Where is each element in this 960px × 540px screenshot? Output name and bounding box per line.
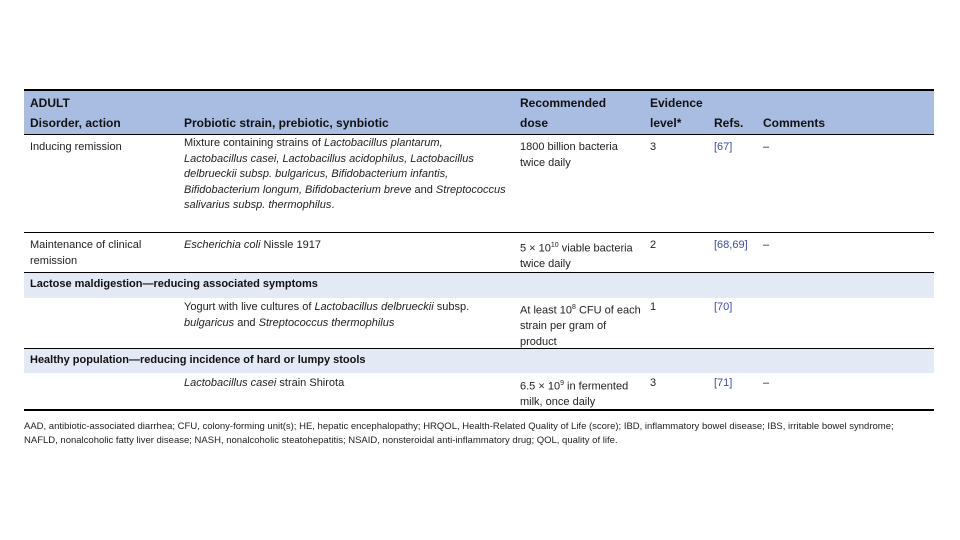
row4-strain-text: strain Shirota	[276, 377, 345, 389]
row3-dose-exp: 8	[571, 304, 576, 311]
row1-strain-end: .	[331, 199, 335, 211]
header-col-disorder: Disorder, action	[30, 116, 121, 130]
section-title-lactose: Lactose maldigestion—reducing associated symptoms	[30, 278, 318, 290]
row4-dose-exp: 9	[560, 380, 564, 387]
row3-dose-pre: At least 10	[520, 304, 572, 317]
table-header	[24, 89, 934, 135]
row2-disorder: Maintenance of clinical remission	[30, 239, 142, 267]
section-title-healthy: Healthy population—reducing incidence of hard or lumpy stools	[30, 354, 366, 366]
row1-dose: 1800 billion bacteria twice daily	[520, 141, 618, 169]
row1-strain	[184, 136, 506, 214]
header-col-evidence-line1: Evidence	[650, 96, 703, 110]
row4-comments: –	[763, 377, 770, 389]
row3-strain-bulgaricus: bulgaricus	[184, 316, 235, 329]
row2-comments: –	[763, 239, 770, 251]
row2-strain	[184, 238, 506, 254]
row2-strain-species: Escherichia coli	[184, 239, 261, 251]
row3-strain-species: Lactobacillus delbrueckii	[314, 301, 434, 313]
row4-dose	[520, 376, 644, 411]
row2-strain-text: Nissle 1917	[260, 239, 321, 251]
header-col-comments: Comments	[763, 116, 826, 130]
row2-refs-link[interactable]: [68,69]	[714, 239, 748, 251]
row3-evidence: 1	[650, 301, 657, 313]
row1-refs-link[interactable]: [67]	[714, 141, 733, 153]
section-row-lactose	[24, 272, 934, 298]
row1-strain-species-2: Streptococcus salivarius subsp. thermophilus	[184, 183, 506, 211]
header-col-strain: Probiotic strain, prebiotic, synbiotic	[184, 116, 389, 130]
header-col-refs: Refs.	[714, 116, 744, 130]
row2-dose-exp: 10	[550, 242, 559, 249]
row1-comments: –	[763, 141, 770, 153]
row2-dose-pre: 5 × 10	[520, 242, 551, 255]
section-row-healthy	[24, 348, 934, 373]
row1-strain-and: and	[411, 183, 436, 196]
header-section-label: ADULT	[30, 96, 70, 110]
row2-dose	[520, 238, 644, 273]
row1-strain-text: Mixture containing strains of	[184, 137, 325, 149]
row-divider	[24, 232, 934, 233]
row4-strain-species: Lactobacillus casei	[184, 377, 277, 389]
header-col-dose-line1: Recommended	[520, 96, 607, 110]
row3-dose-post: CFU of each strain per gram of product	[520, 304, 641, 348]
row2-dose-post: viable bacteria twice daily	[520, 242, 633, 271]
header-col-dose-line2: dose	[520, 116, 549, 130]
row3-strain	[184, 300, 516, 331]
row3-strain-species-2: Streptococcus thermophilus	[258, 316, 395, 329]
row3-strain-and: and	[234, 316, 259, 329]
row3-strain-text: Yogurt with live cultures of	[184, 301, 315, 313]
row1-strain-species: Lactobacillus plantarum, Lactobacillus casei, Lactobacillus acidophilus, Lactobacillus delbrueckii subsp. bulgaricus, Bifidobacterium infantis, Bifidobacterium longum, Bifidobacterium breve	[184, 137, 474, 196]
row1-evidence: 3	[650, 141, 657, 153]
row4-strain	[184, 376, 506, 392]
row2-evidence: 2	[650, 239, 657, 251]
row3-dose	[520, 300, 644, 350]
header-col-evidence-line2: level*	[650, 116, 682, 130]
table-footnote: AAD, antibiotic-associated diarrhea; CFU, colony-forming unit(s); HE, hepatic encephalopathy; HRQOL, Health-Related Quality of Life (score); IBD, inflammatory bowel disease; IBS, irritable bowel syndrome; NAFLD, nonalcoholic fatty liver disease; NASH, nonalcoholic steatohepatitis; NSAID, nonsteroidal anti-inflammatory drug; QOL, quality of life.	[24, 421, 894, 446]
row4-evidence: 3	[650, 377, 657, 389]
table-bottom-rule	[24, 409, 934, 411]
row1-disorder: Inducing remission	[30, 141, 122, 153]
row4-dose-pre: 6.5 × 10	[520, 380, 561, 393]
row3-refs-link[interactable]: [70]	[714, 301, 733, 313]
row4-refs-link[interactable]: [71]	[714, 377, 733, 389]
row4-dose-post: in fermented milk, once daily	[520, 380, 629, 409]
row3-strain-subsp: subsp.	[433, 301, 470, 313]
